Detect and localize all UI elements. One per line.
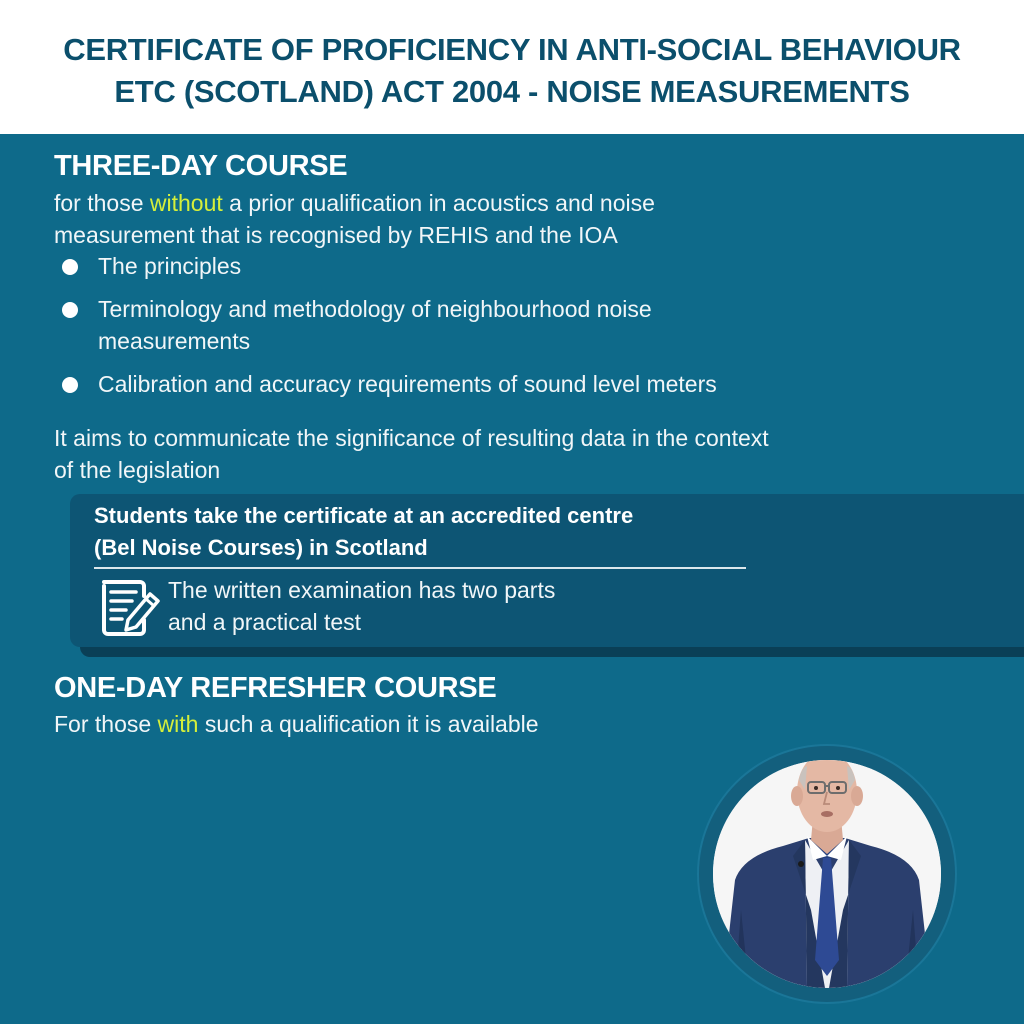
list-item-text: Terminology and methodology of neighbourhood noise xyxy=(98,296,652,322)
page-title-line2: ETC (SCOTLAND) ACT 2004 - NOISE MEASUREMENTS xyxy=(114,74,910,109)
refresher-text-after: such a qualification it is available xyxy=(198,711,539,737)
bullet-dot-icon xyxy=(62,302,78,318)
exam-paper-pencil-icon xyxy=(98,576,164,640)
exam-description xyxy=(168,574,688,638)
list-item-text: Calibration and accuracy requirements of sound level meters xyxy=(98,371,717,397)
three-day-course-title: THREE-DAY COURSE xyxy=(54,150,348,182)
course-aim-text xyxy=(54,422,769,486)
intro-highlight-without: without xyxy=(149,190,223,216)
intro-text-after: a prior qualification in acoustics and noise xyxy=(222,190,655,216)
instructor-photo xyxy=(713,760,941,988)
list-item xyxy=(60,250,920,282)
list-item xyxy=(60,368,920,400)
list-item-text-line2: measurements xyxy=(98,328,251,354)
refresher-highlight-with: with xyxy=(157,711,199,737)
page-header xyxy=(0,0,1024,134)
course-topics-list xyxy=(60,250,920,400)
intro-text-line2: measurement that is recognised by REHIS and the IOA xyxy=(54,222,618,248)
list-item-text: The principles xyxy=(98,253,242,279)
intro-text-before: for those xyxy=(54,190,150,216)
certificate-callout-box xyxy=(70,494,1024,647)
one-day-course-title: ONE-DAY REFRESHER COURSE xyxy=(54,672,497,704)
callout-title-line2: (Bel Noise Courses) in Scotland xyxy=(94,535,428,560)
callout-title-line1: Students take the certificate at an accredited centre xyxy=(94,503,634,528)
instructor-photo-frame xyxy=(699,746,955,1002)
page-title xyxy=(63,29,961,113)
bullet-dot-icon xyxy=(62,259,78,275)
callout-divider xyxy=(94,567,746,569)
exam-description-line1: The written examination has two parts xyxy=(168,577,556,603)
aim-line2: of the legislation xyxy=(54,457,221,483)
callout-title xyxy=(94,500,774,564)
page-title-line1: CERTIFICATE OF PROFICIENCY IN ANTI-SOCIAL BEHAVIOUR xyxy=(63,32,961,67)
three-day-intro xyxy=(54,187,655,251)
aim-line1: It aims to communicate the significance of resulting data in the context xyxy=(54,425,769,451)
exam-description-line2: and a practical test xyxy=(168,609,362,635)
one-day-course-text xyxy=(54,708,539,740)
bullet-dot-icon xyxy=(62,377,78,393)
list-item xyxy=(60,293,920,357)
instructor-portrait-illustration xyxy=(713,760,941,988)
refresher-text-before: For those xyxy=(54,711,158,737)
